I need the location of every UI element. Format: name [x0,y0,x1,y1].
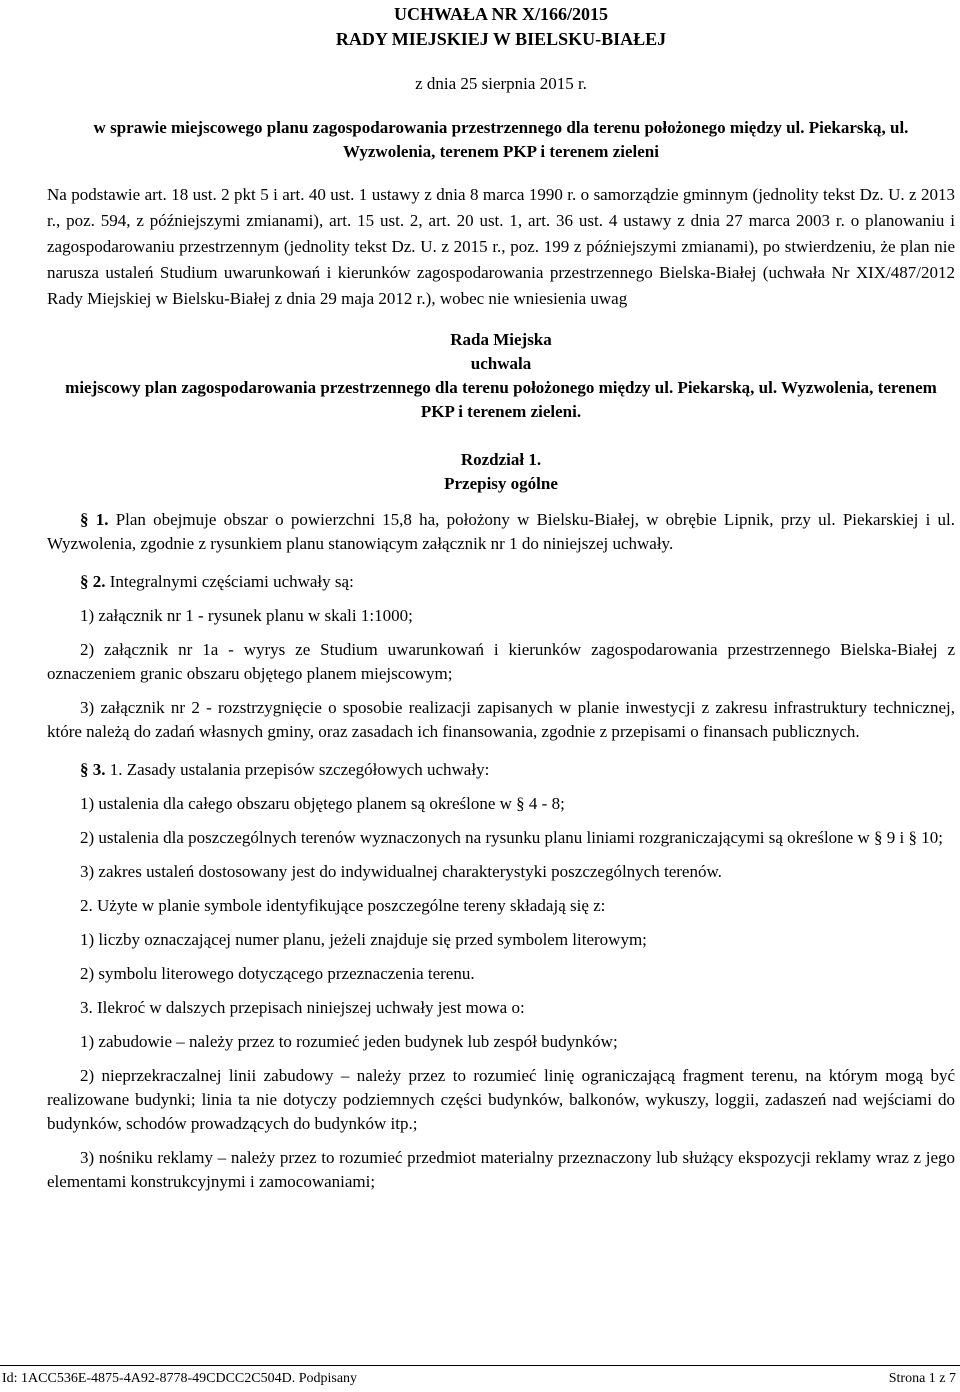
section-2-text: Integralnymi częściami uchwały są: [109,572,354,591]
section-3-point-2: 2. Użyte w planie symbole identyfikujące poszczególne tereny składają się z: [80,896,606,915]
section-3-point-2-item-2: 2) symbolu literowego dotyczącego przeznaczenia terenu. [80,964,475,983]
section-1-text: Plan obejmuje obszar o powierzchni 15,8 ha, położony w Bielsku-Białej, w obrębie Lipnik, przy ul. Piekarskiej i ul. Wyzwolenia, zgodnie z rysunkiem planu stanowiącym załącznik nr 1 do niniejszej uchwały. [47,510,956,553]
document-date: z dnia 25 sierpnia 2015 r. [415,74,587,93]
section-2-item-2: 2) załącznik nr 1a - wyrys ze Studium uwarunkowań i kierunków zagospodarowania przestrzennego Bielska-Białej z oznaczeniem granic obszaru objętego planem miejscowym; [47,640,955,683]
section-2-item-1: 1) załącznik nr 1 - rysunek planu w skali 1:1000; [80,606,413,625]
document-title [47,2,955,52]
section-3-point-3-item-3: 3) nośniku reklamy – należy przez to rozumieć przedmiot materialny przeznaczony lub służący ekspozycji reklamy wraz z jego elementami konstrukcyjnymi i zamocowaniami; [47,1148,955,1191]
page-footer [0,1365,960,1392]
chapter-title: Przepisy ogólne [444,474,558,493]
chapter-number: Rozdział 1. [460,450,542,469]
document-page [47,0,955,1194]
section-3 [47,758,955,782]
section-3-point-1-item-2: 2) ustalenia dla poszczególnych terenów wyznaczonych na rysunku planu liniami rozgraniczającymi są określone w § 9 i § 10; [80,828,943,847]
document-id: Id: 1ACC536E-4875-4A92-8778-49CDCC2C504D. Podpisany [2,1371,358,1386]
document-subject: w sprawie miejscowego planu zagospodarowania przestrzennego dla terenu położonego między ul. Piekarską, ul. Wyzwolenia, terenem PKP i terenem zieleni [93,118,909,161]
section-2 [47,570,955,594]
resolution-verb: uchwala [470,354,532,373]
section-2-number: § 2. [80,572,106,591]
section-3-point-3-item-2: 2) nieprzekraczalnej linii zabudowy – należy przez to rozumieć linię ograniczającą fragment terenu, na którym mogą być realizowane budynki; linia ta nie dotyczy podziemnych części budynków, balkonów, wykuszy, loggii, zadaszeń nad wejściami do budynków, schodów prowadzących do budynków itp.; [47,1066,955,1133]
preamble: Na podstawie art. 18 ust. 2 pkt 5 i art. 40 ust. 1 ustawy z dnia 8 marca 1990 r. o samorządzie gminnym (jednolity tekst Dz. U. z 2013 r., poz. 594, z późniejszymi zmianami), art. 15 ust. 2, art. 20 ust. 1, art. 36 ust. 4 ustawy z dnia 27 marca 2003 r. o planowaniu i zagospodarowaniu przestrzennym (jednolity tekst Dz. U. z 2015 r., poz. 199 z późniejszymi zmianami), po stwierdzeniu, że plan nie narusza ustaleń Studium uwarunkowań i kierunków zagospodarowania przestrzennego Bielska-Białej (uchwała Nr XIX/487/2012 Rady Miejskiej w Bielsku-Białej z dnia 29 maja 2012 r.), wobec nie wniesienia uwag [47,185,955,308]
section-3-point-1-item-1: 1) ustalenia dla całego obszaru objętego planem są określone w § 4 - 8; [80,794,565,813]
section-3-point-3-item-1: 1) zabudowie – należy przez to rozumieć jeden budynek lub zespół budynków; [80,1032,618,1051]
section-1 [47,508,955,556]
section-2-item-3: 3) załącznik nr 2 - rozstrzygnięcie o sposobie realizacji zapisanych w planie inwestycji z zakresu infrastruktury technicznej, które należą do zadań własnych gminy, oraz zasadach ich finansowania, zgodnie z przepisami o finansach publicznych. [47,698,955,741]
chapter-heading [47,448,955,496]
resolution-subject: miejscowy plan zagospodarowania przestrzennego dla terenu położonego między ul. Piekarską, ul. Wyzwolenia, terenem PKP i terenem zieleni. [65,378,937,421]
resolution-council: Rada Miejska [450,330,552,349]
section-3-point-3: 3. Ilekroć w dalszych przepisach niniejszej uchwały jest mowa o: [80,998,525,1017]
section-1-number: § 1. [80,510,109,529]
section-3-point-1-item-3: 3) zakres ustaleń dostosowany jest do indywidualnej charakterystyki poszczególnych terenów. [80,862,722,881]
resolution-block [47,328,955,424]
section-3-number: § 3. [80,760,106,779]
title-line-council: RADY MIEJSKIEJ W BIELSKU-BIAŁEJ [335,29,667,49]
page-number: Strona 1 z 7 [888,1371,956,1386]
section-3-point-1: 1. Zasady ustalania przepisów szczegółowych uchwały: [109,760,490,779]
title-line-number: UCHWAŁA NR X/166/2015 [393,4,608,24]
section-3-point-2-item-1: 1) liczby oznaczającej numer planu, jeżeli znajduje się przed symbolem literowym; [80,930,647,949]
